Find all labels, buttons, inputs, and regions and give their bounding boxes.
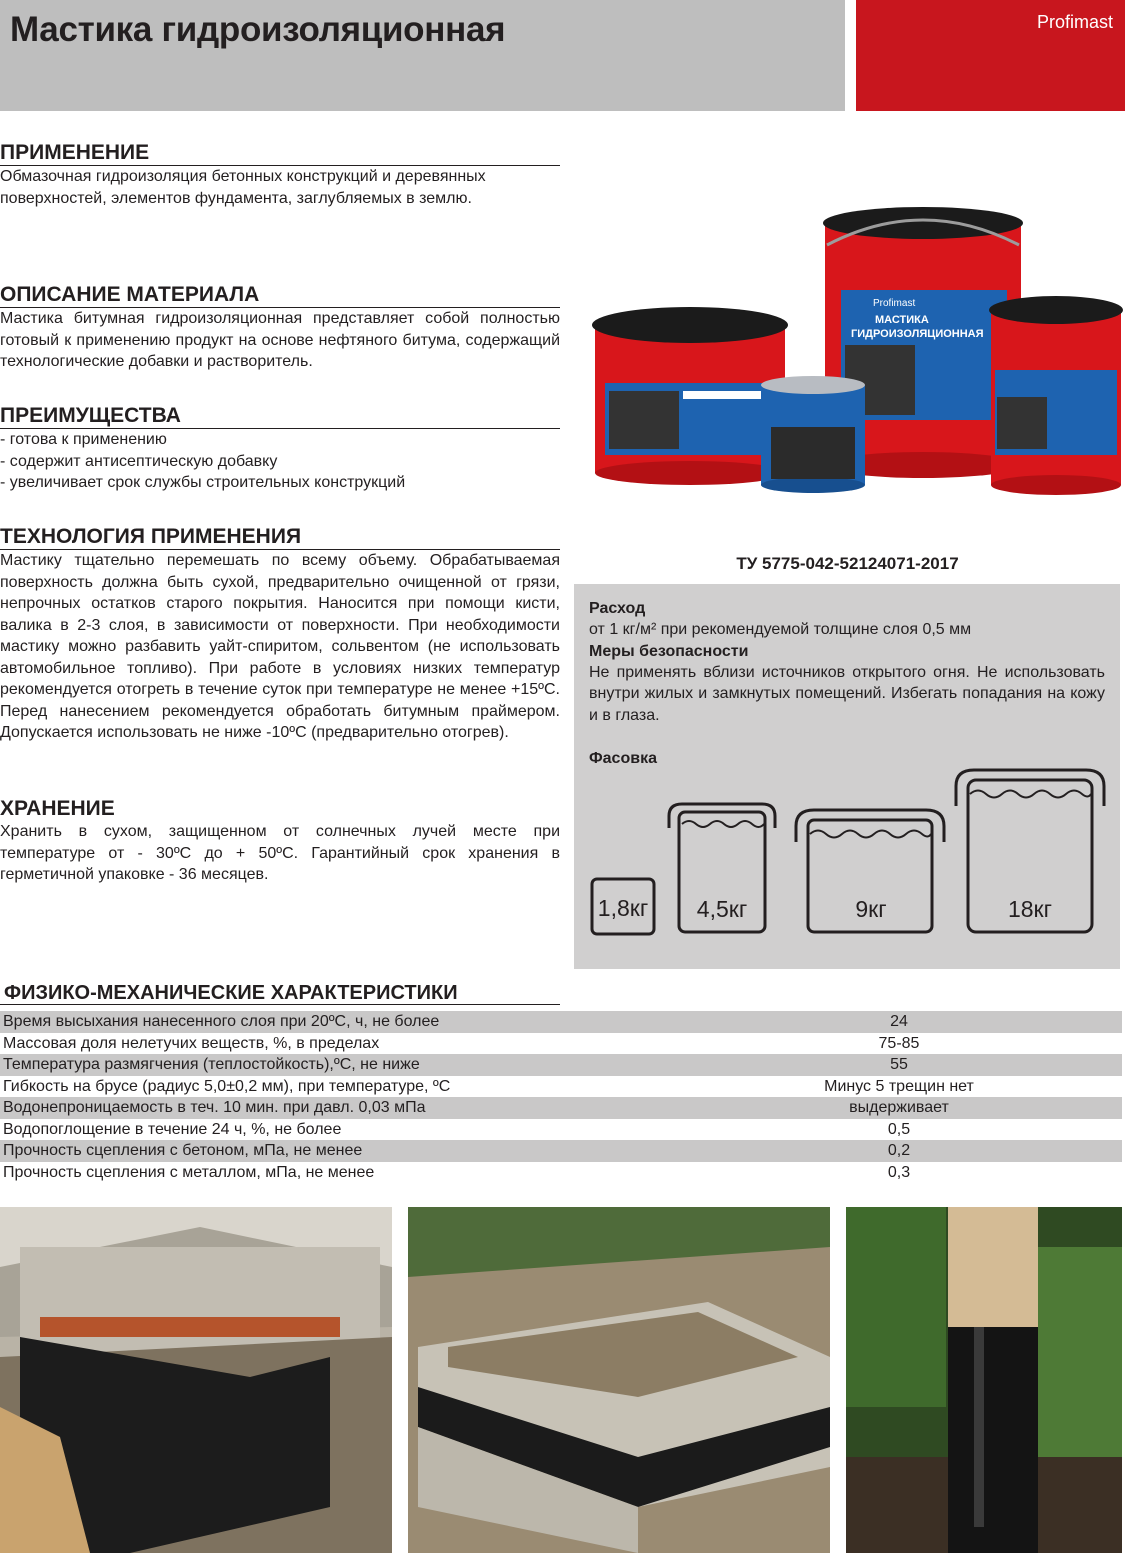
package-size-label: 18кг: [1007, 896, 1053, 922]
property-value: 0,3: [887, 1163, 911, 1181]
packaging-icons: [574, 764, 1120, 969]
list-item: - содержит антисептическую добавку: [0, 452, 278, 470]
table-row: [0, 1140, 1122, 1162]
table-row: [0, 1097, 1122, 1119]
photo-coated-post: [846, 1207, 1122, 1553]
can-title-text: МАСТИКА: [875, 314, 929, 326]
consumption-text: от 1 кг/м² при рекомендуемой толщине слоя 0,5 мм: [589, 621, 972, 638]
table-row: [0, 1011, 1122, 1033]
package-bucket-icon: [796, 810, 944, 932]
package-bucket-icon: [669, 804, 775, 932]
property-name: Массовая доля нелетучих веществ, %, в пределах: [3, 1034, 380, 1052]
property-value: 0,5: [887, 1120, 911, 1138]
info-box: [574, 584, 1120, 969]
bucket-right: [989, 296, 1123, 495]
section-storage: [0, 797, 560, 886]
photo-foundation-wall: [0, 1207, 392, 1553]
section-technology: [0, 525, 560, 744]
section-text: Обмазочная гидроизоляция бетонных конструкций и деревянных поверхностей, элементов фундамента, заглубляемых в землю.: [0, 168, 486, 207]
table-row: [0, 1119, 1122, 1141]
section-heading: ОПИСАНИЕ МАТЕРИАЛА: [0, 283, 560, 308]
section-text: Мастику тщательно перемешать по всему объему. Обрабатываемая поверхность должна быть сухой, предварительно очищенной от грязи, непрочных остатков старого покрытия. Наносится при помощи кисти, валика в 2-3 слоя, в зависимости от поверхности. При необходимости мастику можно разбавить уайт-спиритом, сольвентом (не использовать автомобильное топливо). При работе в условиях низких температур рекомендуется отогреть в течение суток при температуре не менее +15ºС. Перед нанесением рекомендуется обработать битумным праймером. Допускается использовать не ниже -10ºС (предварительно отогрев).: [0, 552, 560, 741]
property-value: 55: [676, 1054, 1122, 1076]
brand-block: [856, 0, 1125, 111]
property-name: Время высыхания нанесенного слоя при 20ºС, ч, не более: [0, 1011, 676, 1033]
package-can-icon: [592, 879, 654, 934]
table-row: [0, 1033, 1122, 1055]
property-name: Водопоглощение в течение 24 ч, %, не более: [3, 1120, 342, 1138]
section-heading: ПРИМЕНЕНИЕ: [0, 141, 560, 166]
property-name: Прочность сцепления с металлом, мПа, не менее: [3, 1163, 375, 1181]
section-text: Хранить в сухом, защищенном от солнечных лучей месте при температуре от - 30ºС до + 50ºС. Гарантийный срок хранения в герметичной упаковке - 36 месяцев.: [0, 823, 560, 883]
section-heading: ПРЕИМУЩЕСТВА: [0, 404, 560, 429]
section-description: [0, 283, 560, 373]
section-application: [0, 141, 560, 209]
physical-heading: ФИЗИКО-МЕХАНИЧЕСКИЕ ХАРАКТЕРИСТИКИ: [4, 982, 458, 1004]
property-value: Минус 5 трещин нет: [824, 1077, 974, 1095]
small-can: [761, 376, 865, 493]
page-title: Мастика гидроизоляционная: [10, 10, 506, 49]
list-item: - увеличивает срок службы строительных конструкций: [0, 474, 406, 491]
info-content: [589, 598, 1105, 769]
package-size-label: 1,8кг: [597, 895, 649, 921]
property-value: 0,2: [676, 1140, 1122, 1162]
table-row: [0, 1054, 1122, 1076]
section-text: Мастика битумная гидроизоляционная представляет собой полностью готовый к применению продукт на основе нефтяного битума, содержащий технологические добавки и растворитель.: [0, 310, 560, 370]
list-item: - готова к применению: [0, 431, 167, 448]
physical-table: [0, 1011, 1122, 1183]
brand-name: Profimast: [1036, 12, 1113, 32]
tu-code: ТУ 5775-042-52124071-2017: [736, 554, 959, 573]
section-heading: ХРАНЕНИЕ: [0, 797, 115, 820]
safety-label: Меры безопасности: [589, 642, 749, 660]
can-brand-text: Profimast: [873, 298, 916, 309]
property-name: Гибкость на брусе (радиус 5,0±0,2 мм), при температуре, ºС: [3, 1077, 451, 1095]
packaging-label: Фасовка: [589, 750, 657, 767]
property-name: Водонепроницаемость в теч. 10 мин. при давл. 0,03 мПа: [0, 1097, 676, 1119]
consumption-label: Расход: [589, 600, 646, 617]
section-advantages: [0, 404, 560, 494]
table-row: [0, 1162, 1122, 1184]
package-bucket-icon: [956, 770, 1104, 932]
product-photo: [583, 205, 1125, 502]
package-size-label: 9кг: [855, 896, 887, 922]
property-name: Прочность сцепления с бетоном, мПа, не менее: [0, 1140, 676, 1162]
can-title-text: ГИДРОИЗОЛЯЦИОННАЯ: [851, 328, 984, 340]
section-heading: ТЕХНОЛОГИЯ ПРИМЕНЕНИЯ: [0, 525, 560, 550]
bucket-left: [592, 307, 788, 485]
photo-coated-foundation: [408, 1207, 830, 1553]
property-name: Температура размягчения (теплостойкость),ºС, не ниже: [0, 1054, 676, 1076]
table-row: [0, 1076, 1122, 1098]
package-size-label: 4,5кг: [696, 896, 748, 922]
advantages-list: [0, 429, 560, 494]
property-value: выдерживает: [676, 1097, 1122, 1119]
divider: [0, 1004, 560, 1005]
property-value: 24: [676, 1011, 1122, 1033]
property-value: 75-85: [878, 1034, 920, 1052]
safety-text: Не применять вблизи источников открытого огня. Не использовать внутри жилых и замкнутых помещений. Избегать попадания на кожу и в глаза.: [589, 663, 1105, 724]
